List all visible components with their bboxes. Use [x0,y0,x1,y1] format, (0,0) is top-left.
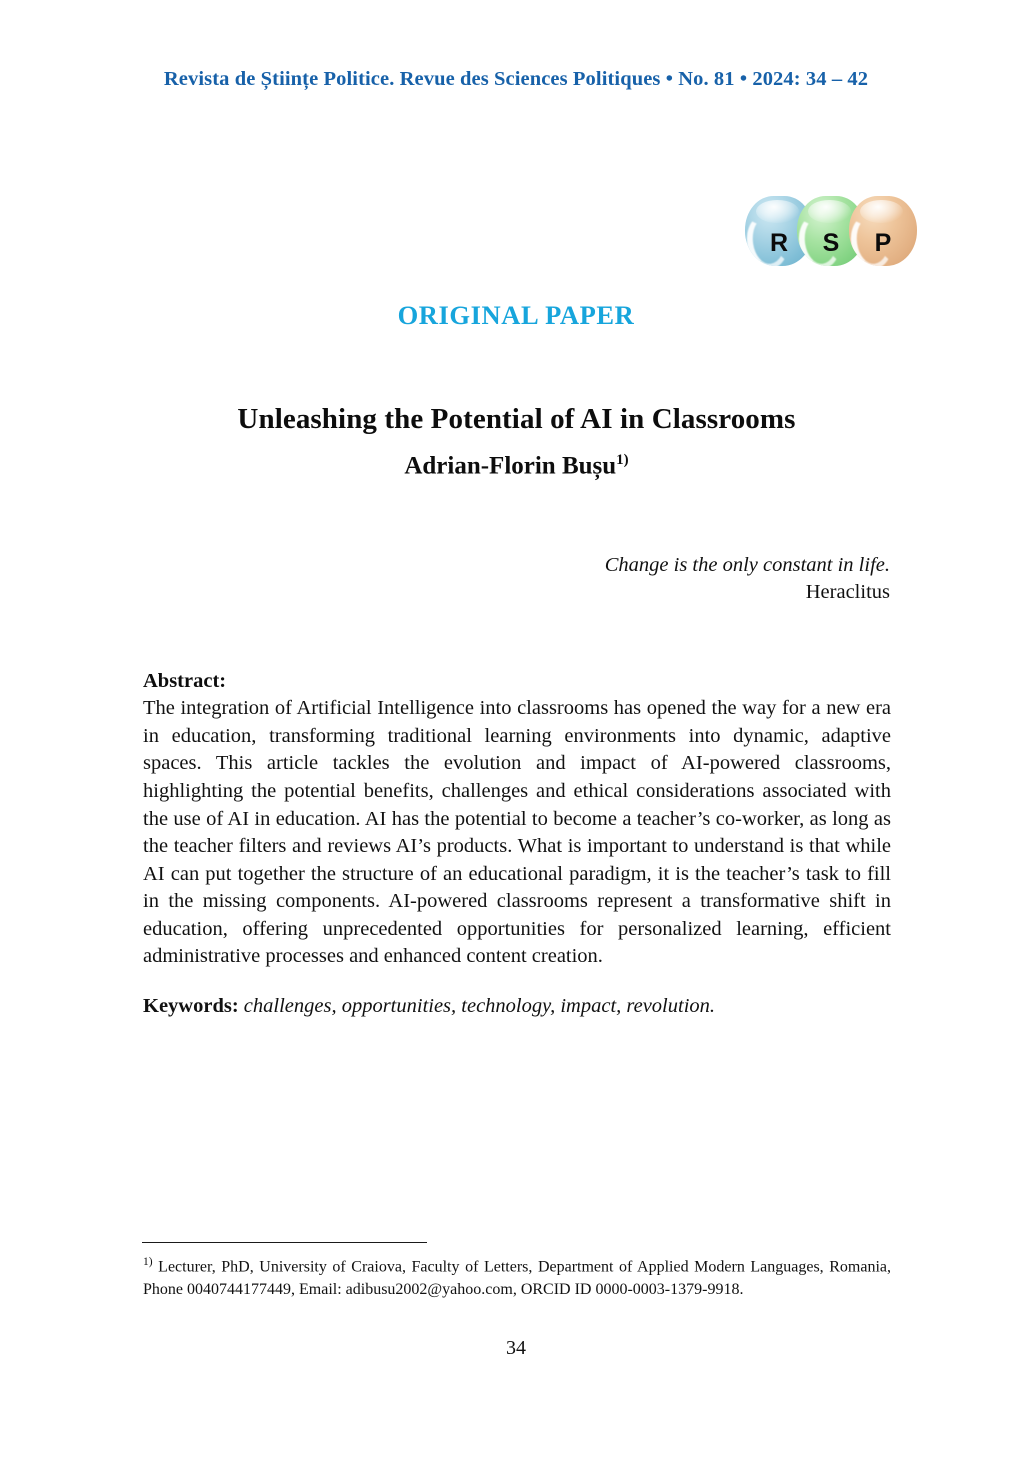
page-title: Unleashing the Potential of AI in Classrooms [237,403,796,436]
abstract-label: Abstract: [143,670,227,692]
footnote-marker: 1) [143,1256,153,1268]
abstract-body: The integration of Artificial Intelligence into classrooms has opened the way for a new era in education, transforming traditional learning environments into dynamic, adaptive spaces. This article tackles the evolution and impact of AI-powered classrooms, highlighting the potential benefits, challenges and ethical considerations associated with the use of AI in education. AI has the potential to become a teacher’s co-worker, as long as the teacher filters and reviews AI’s products. What is important to understand is that while AI can put together the structure of an educational paradigm, it is the teacher’s task to fill in the missing components. AI-powered classrooms represent a transformative shift in education, offering unprecedented opportunities for personalized learning, efficient administrative processes and enhanced content creation. [143,697,891,968]
paper-type-label: ORIGINAL PAPER [397,300,635,330]
author-name: Adrian-Florin Bușu [404,452,617,480]
epigraph [143,552,890,606]
author-footnote-marker: 1) [616,452,629,468]
logo-letter-p: P [874,229,892,257]
keywords-line [143,993,891,1020]
logo-blob-p-icon [849,196,917,266]
article-author [143,452,890,480]
rsp-journal-logo [745,196,913,268]
running-head: Revista de Științe Politice. Revue des Sciences Politiques • No. 81 • 2024: 34 – 42 [163,68,869,90]
keywords-label: Keywords: [143,994,239,1017]
footnote [143,1254,891,1302]
logo-letter-s: S [822,229,840,257]
footnote-text: Lecturer, PhD, University of Craiova, Faculty of Letters, Department of Applied Modern Languages, Romania, Phone 0040744177449, Email: adibusu2002@yahoo.com, ORCID ID 0000-0003-1379-9918. [143,1258,892,1299]
abstract-section [143,668,891,1020]
epigraph-attribution: Heraclitus [805,581,890,604]
epigraph-quote: Change is the only constant in life. [604,554,890,576]
logo-letter-r: R [769,229,789,257]
footnote-separator [142,1242,427,1243]
keywords-list: challenges, opportunities, technology, impact, revolution. [243,994,716,1017]
page-number: 34 [506,1337,526,1359]
